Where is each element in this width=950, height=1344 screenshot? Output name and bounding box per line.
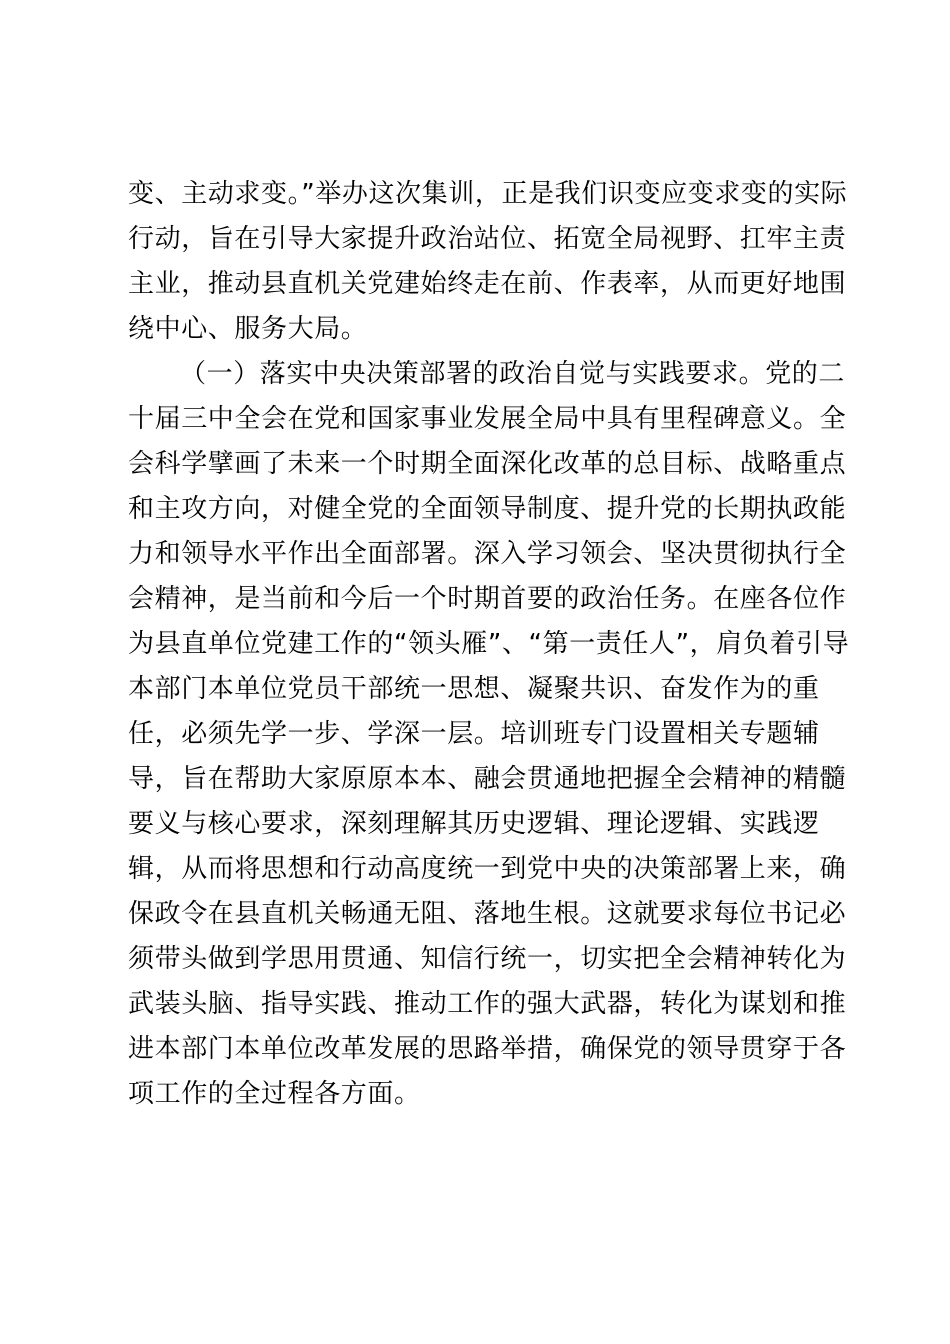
text-line: 武装头脑、指导实践、推动工作的强大武器，转化为谋划和推 xyxy=(128,989,847,1019)
text-line: 保政令在县直机关畅通无阻、落地生根。这就要求每位书记必 xyxy=(128,899,847,929)
text-line: 本部门本单位党员干部统一思想、凝聚共识、奋发作为的重 xyxy=(128,674,820,704)
text-line: 会科学擘画了未来一个时期全面深化改革的总目标、战略重点 xyxy=(128,449,847,479)
text-line: 须带头做到学思用贯通、知信行统一，切实把全会精神转化为 xyxy=(128,944,847,974)
text-line: 和主攻方向，对健全党的全面领导制度、提升党的长期执政能 xyxy=(128,494,847,524)
text-line: 任，必须先学一步、学深一层。培训班专门设置相关专题辅 xyxy=(128,719,820,749)
text-line: 要义与核心要求，深刻理解其历史逻辑、理论逻辑、实践逻 xyxy=(128,809,820,839)
text-line: 会精神，是当前和今后一个时期首要的政治任务。在座各位作 xyxy=(128,584,847,614)
text-line: 导，旨在帮助大家原原本本、融会贯通地把握全会精神的精髓 xyxy=(128,764,847,794)
text-line: 进本部门本单位改革发展的思路举措，确保党的领导贯穿于各 xyxy=(128,1034,847,1064)
text-line: 行动，旨在引导大家提升政治站位、拓宽全局视野、扛牢主责 xyxy=(128,224,847,254)
text-line: 十届三中全会在党和国家事业发展全局中具有里程碑意义。全 xyxy=(128,404,847,434)
document-body xyxy=(128,172,850,1117)
text-line: 变、主动求变。”举办这次集训，正是我们识变应变求变的实际 xyxy=(128,179,848,209)
text-line: 为县直单位党建工作的“领头雁”、“第一责任人”，肩负着引导 xyxy=(128,629,850,659)
section-heading-line: （一）落实中央决策部署的政治自觉与实践要求。党的二 xyxy=(180,359,846,389)
text-line: 绕中心、服务大局。 xyxy=(128,314,368,344)
text-line: 辑，从而将思想和行动高度统一到党中央的决策部署上来，确 xyxy=(128,854,847,884)
text-line: 力和领导水平作出全面部署。深入学习领会、坚决贯彻执行全 xyxy=(128,539,847,569)
paragraph-2 xyxy=(128,352,850,1117)
paragraph-1 xyxy=(128,172,848,352)
text-line: 项工作的全过程各方面。 xyxy=(128,1079,421,1109)
text-line: 主业，推动县直机关党建始终走在前、作表率，从而更好地围 xyxy=(128,269,847,299)
